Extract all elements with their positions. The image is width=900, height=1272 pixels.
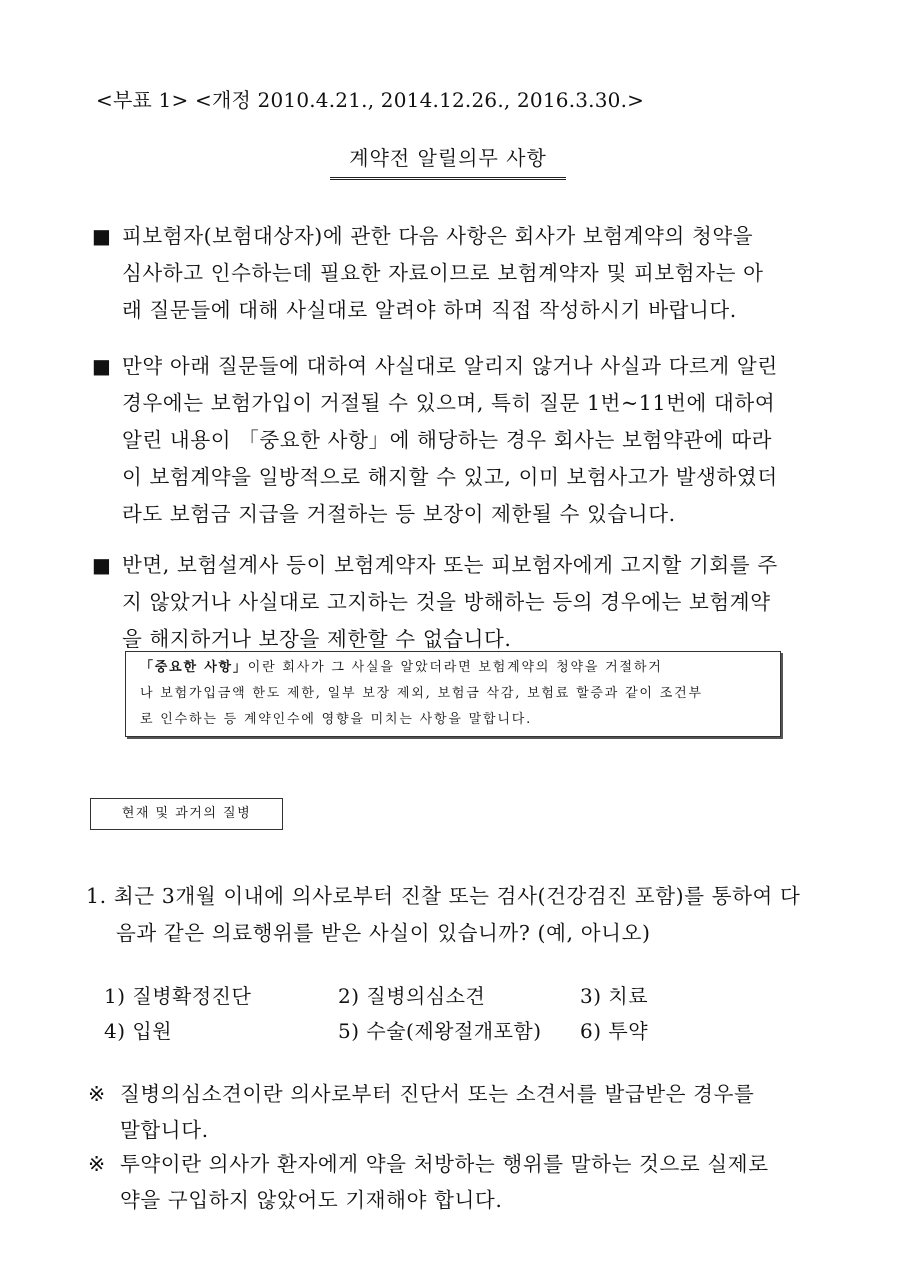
notice-paragraph-2 <box>92 348 822 533</box>
question-1 <box>86 878 826 952</box>
note-line: 로 인수하는 등 계약인수에 영향을 미치는 사항을 말합니다. <box>140 712 533 727</box>
paragraph-line: 만약 아래 질문들에 대하여 사실대로 알리지 않거나 사실과 다르게 알린 <box>122 354 778 378</box>
option-item: 4) 입원 <box>104 1019 173 1043</box>
question-line: 음과 같은 의료행위를 받은 사실이 있습니까? (예, 아니오) <box>116 921 651 945</box>
paragraph-line: 라도 보험금 지급을 거절하는 등 보장이 제한될 수 있습니다. <box>122 502 676 526</box>
section-label: 현재 및 과거의 질병 <box>90 798 283 830</box>
option-item: 6) 투약 <box>580 1019 649 1043</box>
document-header: <부표 1> <개정 2010.4.21., 2014.12.26., 2016.3.30.> <box>96 88 645 112</box>
note-line: 나 보험가입금액 한도 제한, 일부 보장 제외, 보험금 삭감, 보험료 할증과 같이 조건부 <box>140 686 703 701</box>
paragraph-line: 래 질문들에 대해 사실대로 알려야 하며 직접 작성하시기 바랍니다. <box>122 298 737 322</box>
square-bullet-icon: ■ <box>92 354 111 378</box>
remark-2 <box>88 1146 822 1218</box>
remark-line: 질병의심소견이란 의사로부터 진단서 또는 소견서를 발급받은 경우를 <box>120 1082 755 1106</box>
note-bold-term: 「중요한 사항」 <box>140 660 248 675</box>
option-item: 3) 치료 <box>580 984 649 1008</box>
option-item: 5) 수술(제왕절개포함) <box>338 1019 542 1043</box>
paragraph-line: 경우에는 보험가입이 거절될 수 있으며, 특히 질문 1번~11번에 대하여 <box>122 391 776 415</box>
page-title: 계약전 알릴의무 사항 <box>330 142 566 180</box>
notice-paragraph-3 <box>92 547 822 658</box>
square-bullet-icon: ■ <box>92 224 111 248</box>
question-line: 1. 최근 3개월 이내에 의사로부터 진찰 또는 검사(건강검진 포함)를 통하여 다 <box>86 884 801 908</box>
reference-mark-icon: ※ <box>88 1082 106 1106</box>
paragraph-line: 이 보험계약을 일방적으로 해지할 수 있고, 이미 보험사고가 발생하였더 <box>122 465 778 489</box>
remark-line: 말합니다. <box>120 1118 209 1142</box>
option-item: 1) 질병확정진단 <box>104 984 252 1008</box>
note-line: 이란 회사가 그 사실을 알았더라면 보험계약의 청약을 거절하거 <box>247 660 663 675</box>
paragraph-line: 을 해지하거나 보장을 제한할 수 없습니다. <box>122 627 512 651</box>
paragraph-line: 반면, 보험설계사 등이 보험계약자 또는 피보험자에게 고지할 기회를 주 <box>122 553 778 577</box>
reference-mark-icon: ※ <box>88 1152 106 1176</box>
important-matter-note <box>125 651 781 737</box>
option-item: 2) 질병의심소견 <box>338 984 486 1008</box>
paragraph-line: 지 않았거나 사실대로 고지하는 것을 방해하는 등의 경우에는 보험계약 <box>122 590 771 614</box>
paragraph-line: 알린 내용이 「중요한 사항」에 해당하는 경우 회사는 보험약관에 따라 <box>122 428 773 452</box>
notice-paragraph-1 <box>92 218 822 329</box>
remark-line: 약을 구입하지 않았어도 기재해야 합니다. <box>120 1188 503 1212</box>
remark-1 <box>88 1076 822 1148</box>
paragraph-line: 심사하고 인수하는데 필요한 자료이므로 보험계약자 및 피보험자는 아 <box>122 261 764 285</box>
square-bullet-icon: ■ <box>92 553 111 577</box>
remark-line: 투약이란 의사가 환자에게 약을 처방하는 행위를 말하는 것으로 실제로 <box>120 1152 769 1176</box>
paragraph-line: 피보험자(보험대상자)에 관한 다음 사항은 회사가 보험계약의 청약을 <box>122 224 754 248</box>
